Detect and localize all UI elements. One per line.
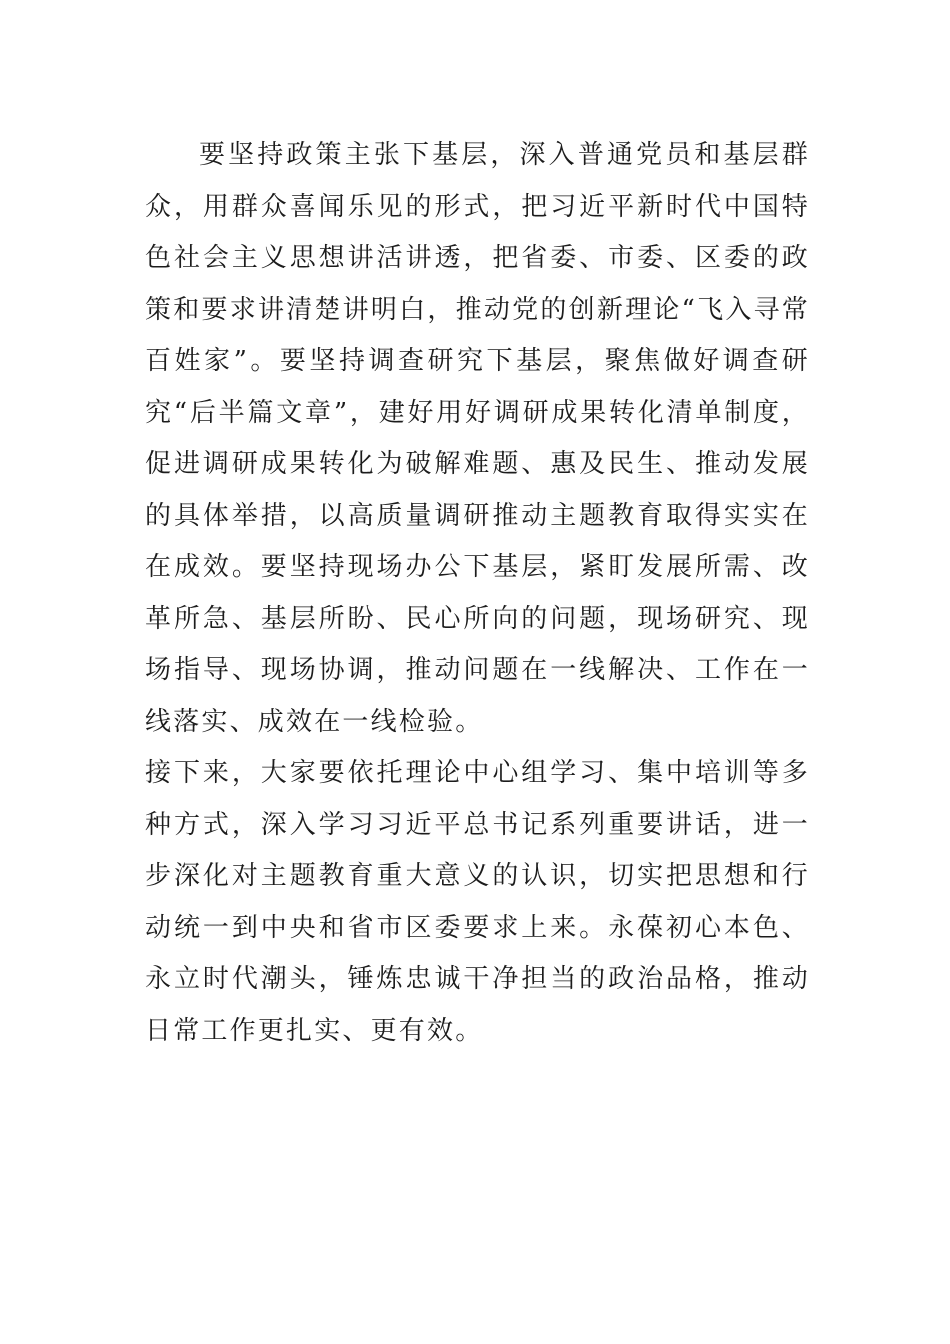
document-body [145, 130, 810, 1057]
paragraph-grassroots-work: 要坚持政策主张下基层，深入普通党员和基层群众，用群众喜闻乐见的形式，把习近平新时代中国特色社会主义思想讲活讲透，把省委、市委、区委的政策和要求讲清楚讲明白，推动党的创新理论“飞入寻常百姓家”。要坚持调查研究下基层，聚焦做好调查研究“后半篇文章”，建好用好调研成果转化清单制度，促进调研成果转化为破解难题、惠及民生、推动发展的具体举措，以高质量调研推动主题教育取得实实在在成效。要坚持现场办公下基层，紧盯发展所需、改革所急、基层所盼、民心所向的问题，现场研究、现场指导、现场协调，推动问题在一线解决、工作在一线落实、成效在一线检验。 [145, 140, 810, 737]
paragraph-next-steps: 接下来，大家要依托理论中心组学习、集中培训等多种方式，深入学习习近平总书记系列重要讲话，进一步深化对主题教育重大意义的认识，切实把思想和行动统一到中央和省市区委要求上来。永葆初心本色、永立时代潮头，锤炼忠诚干净担当的政治品格，推动日常工作更扎实、更有效。 [145, 758, 810, 1046]
